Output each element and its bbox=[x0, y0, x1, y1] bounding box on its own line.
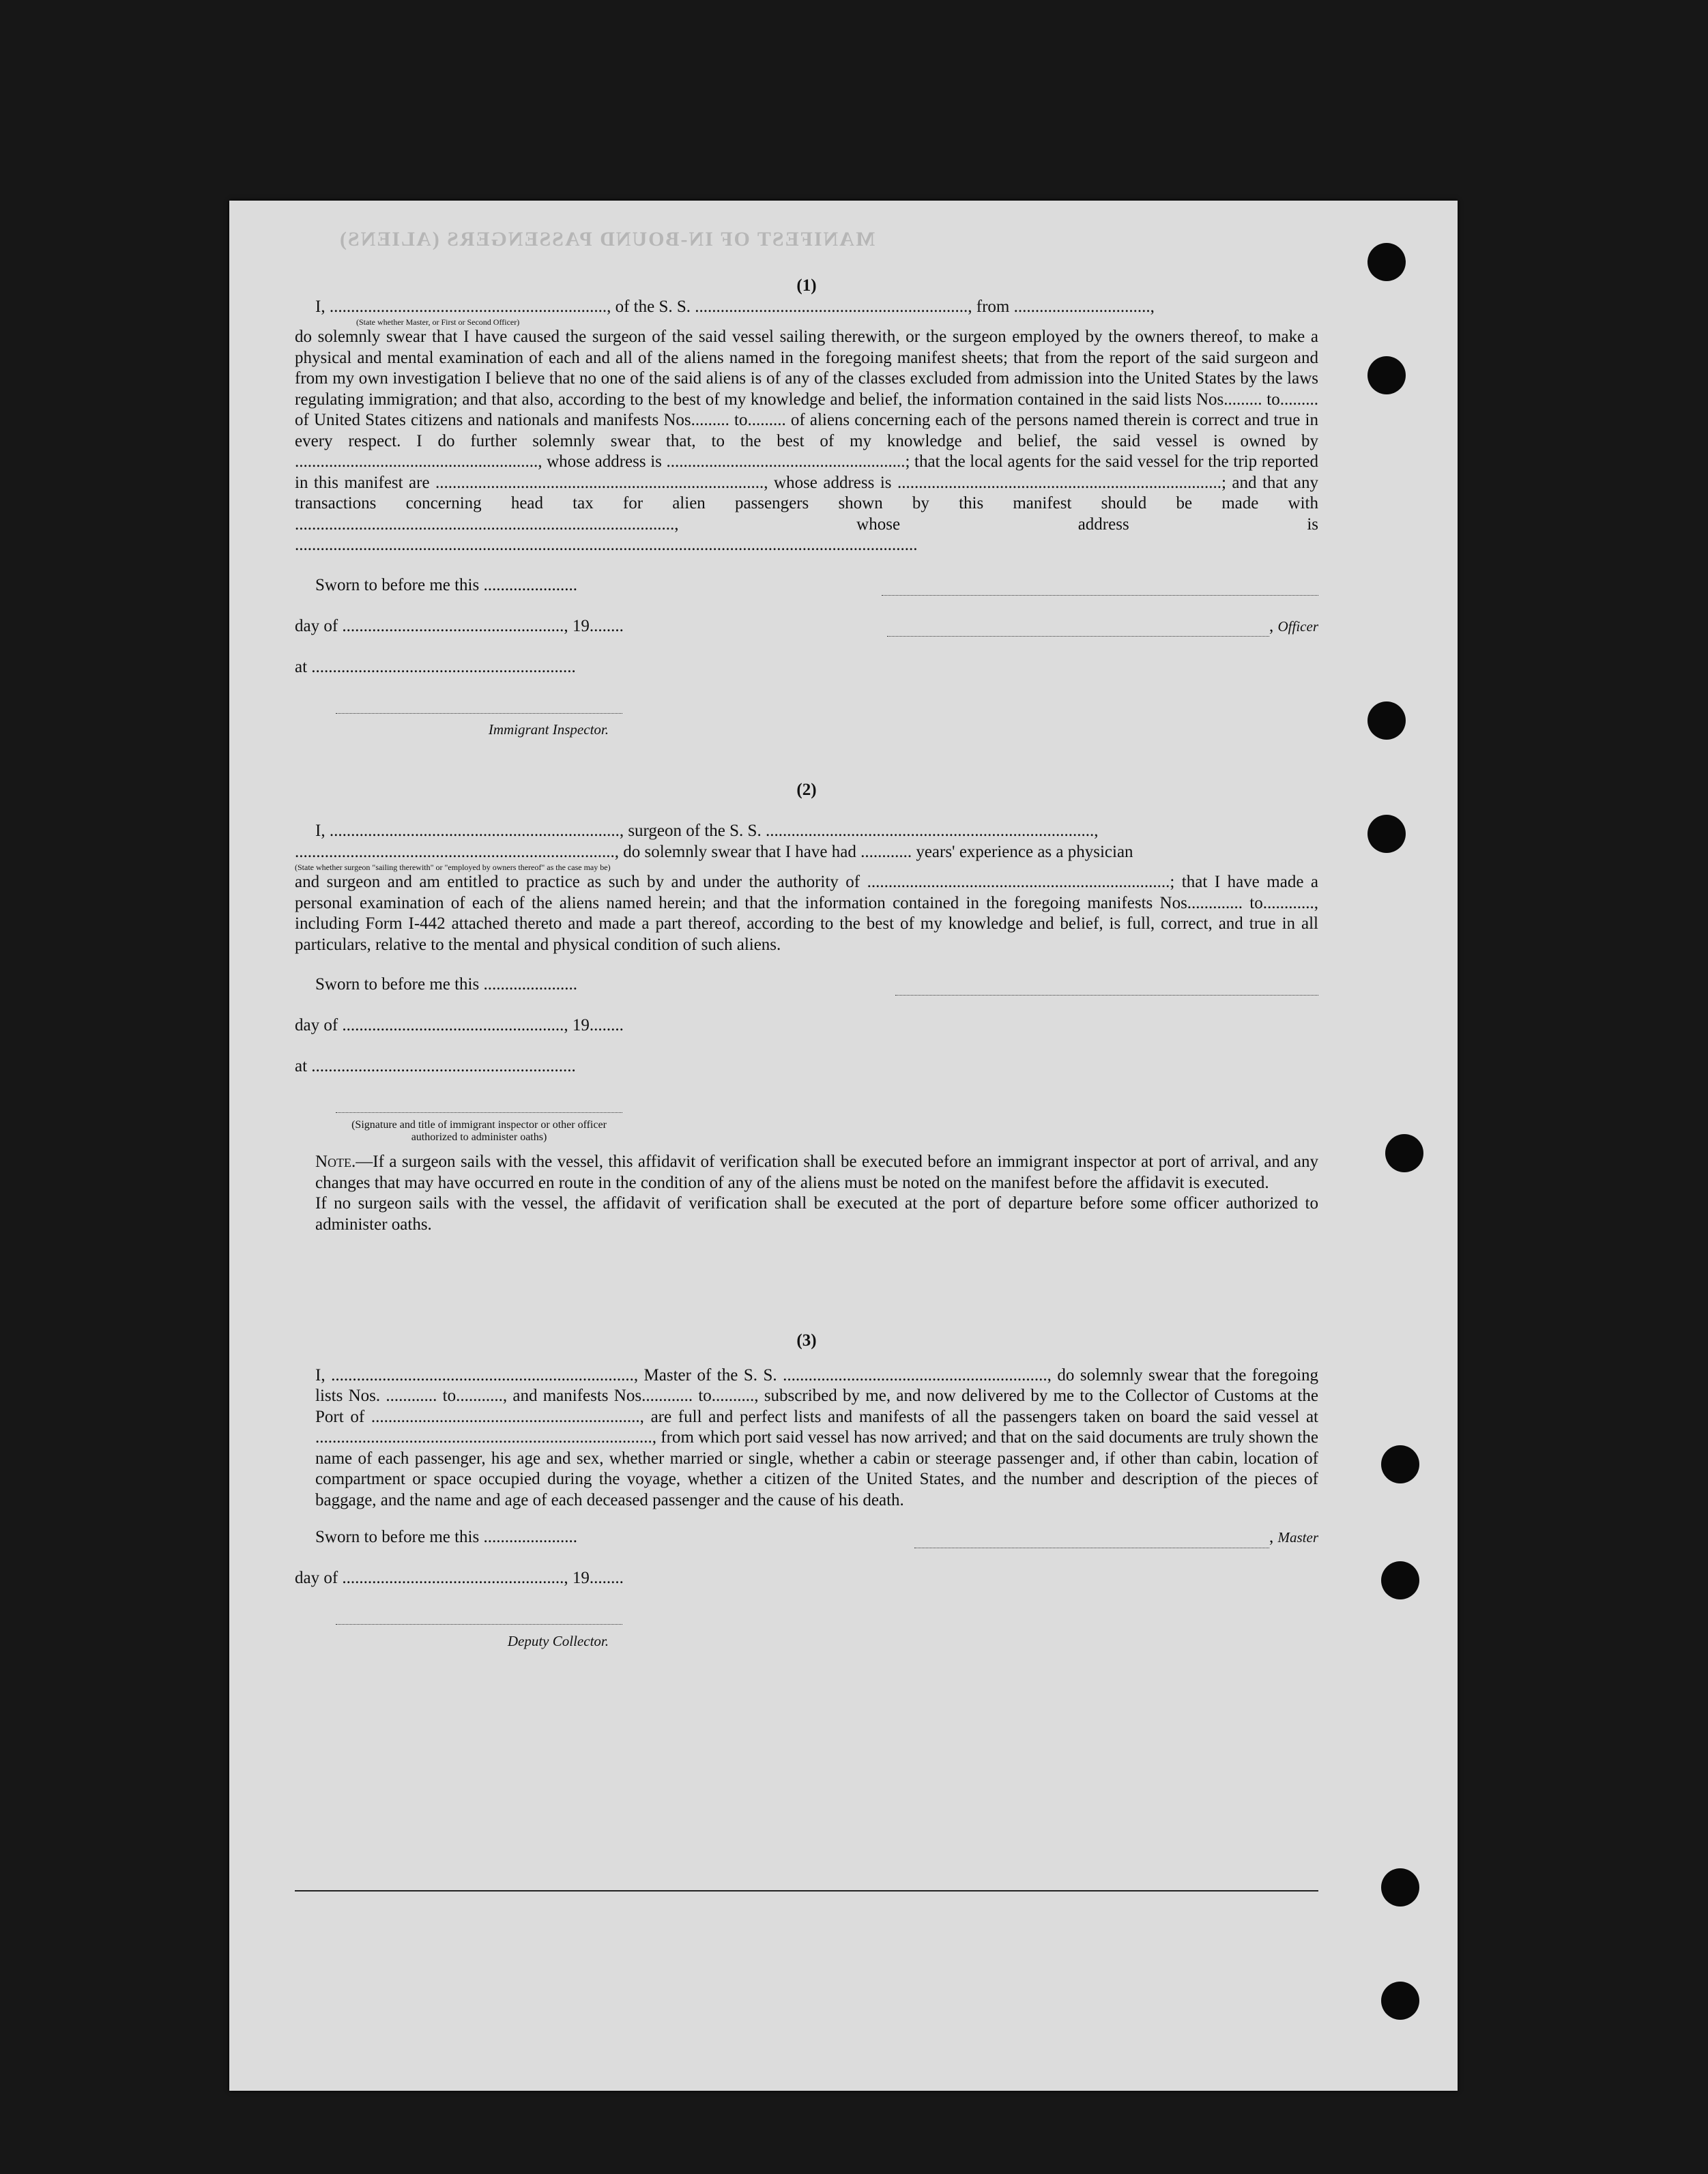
spacer bbox=[295, 800, 1318, 821]
section-1-line1: I, ................................................................., of the S. S. ................................................................, from ................................, bbox=[315, 297, 1155, 316]
caption: (State whether Master, or First or Second Officer) bbox=[356, 317, 520, 327]
binder-hole bbox=[1385, 1134, 1423, 1172]
inspector-attestation bbox=[295, 575, 650, 740]
inspector-label: Immigrant Inspector. bbox=[488, 721, 609, 738]
note-2: If no surgeon sails with the vessel, the affidavit of verification shall be executed at the port of departure before some officer authorized to administer oaths. bbox=[315, 1194, 1318, 1234]
signature-block bbox=[295, 575, 1318, 746]
officer-line: , Officer bbox=[854, 616, 1318, 657]
signature-line bbox=[914, 1533, 1269, 1548]
blank-line bbox=[854, 575, 1318, 616]
signature-line bbox=[882, 580, 1318, 596]
master-line: , Master bbox=[854, 1527, 1318, 1568]
day-line: day of ...................................................., 19........ bbox=[295, 616, 624, 635]
at-line: at .............................................................. bbox=[295, 1057, 576, 1075]
at-line: at .............................................................. bbox=[295, 657, 576, 676]
note-1 bbox=[295, 1152, 1318, 1193]
day-line: day of ...................................................., 19........ bbox=[295, 1569, 624, 1587]
signature-line bbox=[895, 980, 1318, 996]
day-line: day of ...................................................., 19........ bbox=[295, 1016, 624, 1034]
section-2-body: and surgeon and am entitled to practice as such by and under the authority of .......................................................................; that I have made a personal examination of each of the aliens named herein; and that the information contained in the foregoing manifests Nos............. to............, including Form I-442 attached thereto and made a part thereof, according to the best of my knowledge and belief, is full, correct, and true in all particulars, relative to the mental and physical condition of such aliens. bbox=[295, 873, 1318, 954]
collector-signature bbox=[295, 1609, 650, 1651]
affidavits bbox=[295, 276, 1318, 1664]
master-label: Master bbox=[1277, 1529, 1318, 1546]
caption: (State whether surgeon "sailing therewith" or "employed by owners thereof" as the case may be) bbox=[295, 863, 611, 872]
signature-line bbox=[336, 698, 622, 714]
section-3 bbox=[295, 1331, 1318, 1664]
section-number: (1) bbox=[796, 276, 817, 295]
binder-hole bbox=[1381, 1868, 1419, 1907]
section-number: (2) bbox=[796, 780, 817, 799]
master-signature bbox=[854, 1527, 1318, 1568]
section-2-line1: I, ...................................................................., surgeon of the S. S. ............................................................................., bbox=[315, 822, 1099, 840]
signature-block bbox=[295, 1527, 1318, 1664]
officer-label: Officer bbox=[1277, 618, 1318, 635]
spacer bbox=[295, 1352, 1318, 1365]
surgeon-signature bbox=[854, 974, 1318, 1015]
section-1 bbox=[295, 276, 1318, 746]
manifest-sheet bbox=[229, 201, 1458, 2091]
inspector-attestation bbox=[295, 974, 650, 1144]
section-2-line2: ..........................................................................., do solemnly swear that I have had ............ years' experience as a physician bbox=[295, 842, 1133, 861]
inspector-signature bbox=[295, 1097, 650, 1144]
signature-block bbox=[295, 974, 1318, 1152]
binder-hole bbox=[1367, 243, 1406, 281]
collector-label: Deputy Collector. bbox=[507, 1632, 609, 1649]
officer-signature bbox=[854, 575, 1318, 657]
binder-hole bbox=[1367, 815, 1406, 853]
blank-line bbox=[854, 974, 1318, 1015]
sworn-line: Sworn to before me this ...................... bbox=[315, 975, 577, 994]
section-2 bbox=[295, 780, 1318, 1236]
binder-hole bbox=[1367, 701, 1406, 740]
note-1-text: —If a surgeon sails with the vessel, this affidavit of verification shall be executed before an immigrant inspector at port of arrival, and any changes that may have occurred en route in the condition of any of the aliens must be noted on the manifest before the affidavit is executed. bbox=[315, 1153, 1318, 1192]
binder-hole bbox=[1381, 1561, 1419, 1599]
signature-line bbox=[336, 1097, 622, 1113]
binder-hole bbox=[1381, 1982, 1419, 2020]
inspector-signature bbox=[295, 698, 650, 740]
note-label: Note. bbox=[315, 1153, 356, 1171]
bottom-rule bbox=[295, 1890, 1318, 1892]
section-1-body: do solemnly swear that I have caused the surgeon of the said vessel sailing therewith, or the surgeon employed by the owners thereof, to make a physical and mental examination of each and all of the aliens named in the foregoing manifest sheets; that from the report of the said surgeon and from my own investigation I believe that no one of the said aliens is of any of the classes excluded from admission into the United States by the laws regulating immigration; and that also, according to the best of my knowledge and belief, the information contained in the said lists Nos......... to......... of United States citizens and nationals and manifests Nos......... to......... of aliens concerning each of the persons named therein is correct and true in every respect. I do further solemnly swear that, to the best of my knowledge and belief, the said vessel is owned by ........................................................., whose address is ........................................................; that the local agents for the said vessel for the trip reported in this manifest are ............................................................................., whose address is ............................................................................; and that any transactions concerning head tax for alien passengers shown by this manifest should be made with ........................................................................................., whose address is .................................................................................................................................................. bbox=[295, 328, 1318, 554]
signature-line bbox=[887, 621, 1269, 637]
signature-line bbox=[336, 1609, 622, 1625]
signature-caption: (Signature and title of immigrant inspector or other officer authorized to administer oaths) bbox=[351, 1118, 607, 1143]
binder-hole bbox=[1381, 1445, 1419, 1483]
collector-attestation bbox=[295, 1527, 650, 1651]
section-number: (3) bbox=[796, 1331, 817, 1350]
sworn-line: Sworn to before me this ...................... bbox=[315, 1528, 577, 1546]
sworn-line: Sworn to before me this ...................... bbox=[315, 575, 577, 594]
bleed-through-header: MANIFEST OF IN-BOUND PASSENGERS (ALIENS) bbox=[338, 228, 875, 250]
section-3-body: I, ......................................................................., Master of the S. S. .............................................................., do solemnly swear that the foregoing lists Nos. ............ to..........., and manifests Nos............ to.........., subscribed by me, and now delivered by me to the Collector of Customs at the Port of ..............................................................., are full and perfect lists and manifests of all the passengers taken on board the said vessel at ..............................................................................., from which port said vessel has now arrived; and that on the said documents are truly shown the name of each passenger, his age and sex, whether married or single, whether a cabin or steerage passenger and, if other than cabin, location of compartment or space occupied during the voyage, whether a citizen of the United States, and the number and description of the pieces of baggage, and the name and age of each deceased passenger and the cause of his death. bbox=[315, 1365, 1318, 1509]
binder-hole bbox=[1367, 356, 1406, 394]
